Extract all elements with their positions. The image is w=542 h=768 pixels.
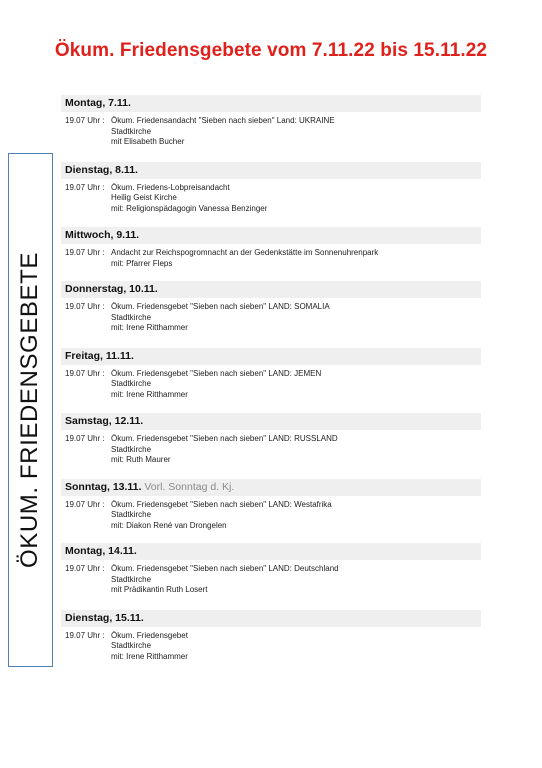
event-details [61, 560, 481, 596]
event-time-spacer [61, 575, 111, 586]
day-heading [61, 348, 481, 365]
event-details [61, 627, 481, 663]
event-text: mit Prädikantin Ruth Losert [111, 585, 208, 594]
event-text: mit: Irene Ritthammer [111, 651, 188, 661]
event-time-spacer [61, 455, 111, 466]
event-time-spacer [61, 137, 111, 148]
event-line [61, 585, 481, 596]
event-details [61, 365, 481, 401]
event-text: Stadtkirche [111, 126, 152, 136]
event-line [61, 575, 481, 586]
event-time-spacer [61, 390, 111, 401]
side-label: ÖKUM. FRIEDENSGEBETE [16, 251, 43, 569]
event-time-spacer [61, 445, 111, 456]
event-text: Ökum. Friedensgebet "Sieben nach sieben" LAND: Westafrika [111, 499, 332, 509]
event-line [61, 302, 481, 313]
day-heading [61, 281, 481, 298]
event-line [61, 500, 481, 511]
schedule-list [61, 95, 481, 662]
event-text: mit: Irene Ritthammer [111, 323, 188, 332]
event-text: mit: Pfarrer Fleps [111, 258, 173, 268]
event-text: Ökum. Friedensgebet "Sieben nach sieben" LAND: JEMEN [111, 368, 322, 378]
event-text: Ökum. Friedens-Lobpreisandacht [111, 182, 230, 192]
event-details [61, 430, 481, 466]
event-line [61, 313, 481, 324]
day-label: Montag, 14.11. [65, 545, 137, 557]
event-details [61, 179, 481, 215]
event-time-spacer [61, 127, 111, 138]
day-label: Donnerstag, 10.11. [65, 283, 158, 295]
event-text: mit: Ruth Maurer [111, 455, 171, 464]
event-time-spacer [61, 193, 111, 204]
day-entry [61, 348, 481, 401]
day-heading [61, 543, 481, 560]
event-time: 19.07 Uhr : [65, 116, 105, 125]
event-text: Stadtkirche [111, 312, 152, 322]
day-label: Mittwoch, 9.11. [65, 229, 140, 241]
event-line [61, 521, 481, 532]
event-text: Stadtkirche [111, 379, 152, 388]
event-time-spacer [61, 521, 111, 532]
event-time-spacer [61, 313, 111, 324]
event-line [61, 193, 481, 204]
event-line [61, 434, 481, 445]
event-line [61, 652, 481, 663]
event-line [61, 390, 481, 401]
event-line [61, 369, 481, 380]
event-text: mit: Diakon René van Drongelen [111, 520, 227, 530]
event-line [61, 445, 481, 456]
day-heading [61, 479, 481, 496]
event-time: 19.07 Uhr : [65, 248, 105, 257]
event-line [61, 631, 481, 642]
day-entry [61, 227, 481, 269]
event-line [61, 204, 481, 215]
day-entry [61, 543, 481, 596]
event-text: mit Elisabeth Bucher [111, 137, 185, 146]
event-text: Andacht zur Reichspogromnacht an der Gedenkstätte im Sonnenuhrenpark [111, 248, 379, 257]
event-line [61, 259, 481, 270]
event-time-spacer [61, 585, 111, 596]
event-time-spacer [61, 652, 111, 663]
day-label: Samstag, 12.11. [65, 415, 144, 427]
event-text: Ökum. Friedensgebet "Sieben nach sieben" LAND: RUSSLAND [111, 434, 338, 443]
event-time-spacer [61, 510, 111, 521]
event-line [61, 116, 481, 127]
page-title: Ökum. Friedensgebete vom 7.11.22 bis 15.11.22 [54, 40, 488, 61]
event-text: mit: Religionspädagogin Vanessa Benzinger [111, 203, 268, 213]
day-label: Freitag, 11.11. [65, 349, 134, 362]
event-line [61, 379, 481, 390]
event-time-spacer [61, 641, 111, 652]
event-text: mit: Irene Ritthammer [111, 389, 188, 399]
day-heading [61, 413, 481, 430]
event-text: Ökum. Friedensandacht "Sieben nach sieben" Land: UKRAINE [111, 116, 335, 125]
day-entry [61, 479, 481, 532]
day-note: Vorl. Sonntag d. Kj. [144, 480, 235, 493]
day-entry [61, 281, 481, 334]
day-entry [61, 162, 481, 215]
event-time: 19.07 Uhr : [65, 630, 105, 640]
day-entry [61, 610, 481, 663]
event-time: 19.07 Uhr : [65, 434, 105, 443]
event-time-spacer [61, 323, 111, 334]
event-line [61, 510, 481, 521]
event-line [61, 127, 481, 138]
event-text: Stadtkirche [111, 574, 152, 584]
event-text: Ökum. Friedensgebet [111, 630, 188, 640]
event-text: Ökum. Friedensgebet "Sieben nach sieben" LAND: Deutschland [111, 564, 339, 573]
event-line [61, 183, 481, 194]
event-details [61, 496, 481, 532]
event-details [61, 244, 481, 269]
event-time-spacer [61, 379, 111, 390]
event-text: Stadtkirche [111, 510, 152, 519]
event-line [61, 323, 481, 334]
day-heading [61, 95, 481, 112]
event-time: 19.07 Uhr : [65, 368, 105, 378]
event-time: 19.07 Uhr : [65, 564, 105, 573]
event-time: 19.07 Uhr : [65, 182, 105, 192]
event-text: Heilig Geist Kirche [111, 193, 177, 202]
day-heading [61, 610, 481, 627]
day-label: Dienstag, 15.11. [65, 611, 144, 624]
day-label: Dienstag, 8.11. [65, 163, 138, 176]
event-line [61, 564, 481, 575]
event-line [61, 455, 481, 466]
event-line [61, 137, 481, 148]
event-line [61, 248, 481, 259]
event-time-spacer [61, 259, 111, 270]
event-text: Stadtkirche [111, 444, 152, 454]
day-heading [61, 162, 481, 179]
event-time-spacer [61, 204, 111, 215]
day-entry [61, 95, 481, 148]
event-time: 19.07 Uhr : [65, 302, 105, 311]
day-label: Sonntag, 13.11. [65, 480, 142, 493]
event-line [61, 641, 481, 652]
day-entry [61, 413, 481, 466]
event-details [61, 112, 481, 148]
event-text: Ökum. Friedensgebet "Sieben nach sieben" LAND: SOMALIA [111, 302, 330, 311]
day-label: Montag, 7.11. [65, 97, 131, 109]
day-heading [61, 227, 481, 244]
event-text: Stadtkirche [111, 641, 152, 650]
event-time: 19.07 Uhr : [65, 499, 105, 509]
event-details [61, 298, 481, 334]
